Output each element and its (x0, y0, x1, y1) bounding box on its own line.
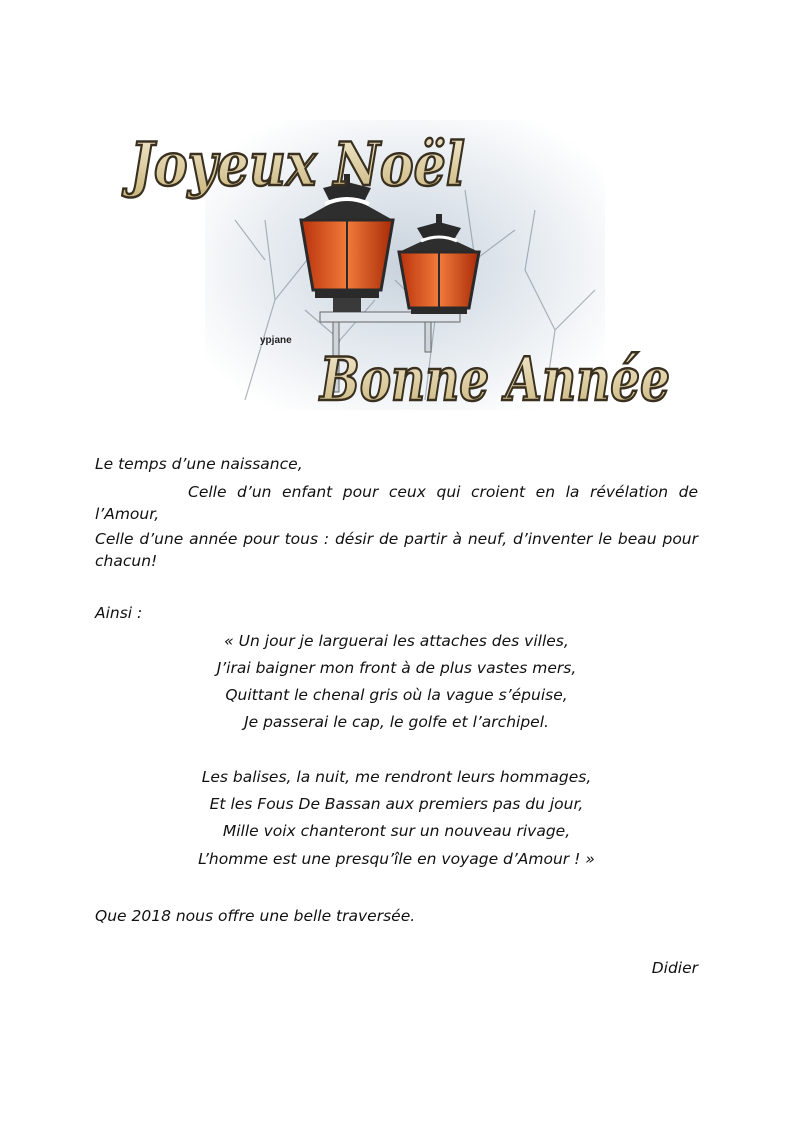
intro-line-2: Celle d’un enfant pour ceux qui croient en la révélation de l’Amour, (95, 483, 698, 523)
poem-line: L’homme est une presqu’île en voyage d’Amour ! » (198, 850, 595, 868)
poem-line: Quittant le chenal gris où la vague s’épuise, (225, 686, 568, 704)
poem-line: Les balises, la nuit, me rendront leurs hommages, (201, 768, 592, 786)
poem-line: Je passerai le cap, le golfe et l’archipel. (244, 713, 549, 731)
banner-title-bottom: Bonne Année (318, 345, 670, 415)
poem-line: Mille voix chanteront sur un nouveau rivage, (222, 822, 571, 840)
ainsi-label: Ainsi : (95, 604, 143, 622)
banner-credit: ypjane (260, 335, 292, 346)
closing-wish: Que 2018 nous offre une belle traversée. (95, 907, 416, 925)
intro-line-1: Le temps d’une naissance, (95, 455, 303, 473)
banner-title-top: Joyeux Noël (121, 130, 465, 200)
poem-line: J’irai baigner mon front à de plus vastes mers, (216, 659, 577, 677)
intro-line-3: Celle d’une année pour tous : désir de partir à neuf, d’inventer le beau pour chacun! (95, 530, 698, 570)
poem-line: Et les Fous De Bassan aux premiers pas du jour, (209, 795, 584, 813)
greeting-banner-image (121, 100, 675, 415)
signature: Didier (651, 959, 698, 977)
poem-line: « Un jour je larguerai les attaches des villes, (224, 632, 569, 650)
